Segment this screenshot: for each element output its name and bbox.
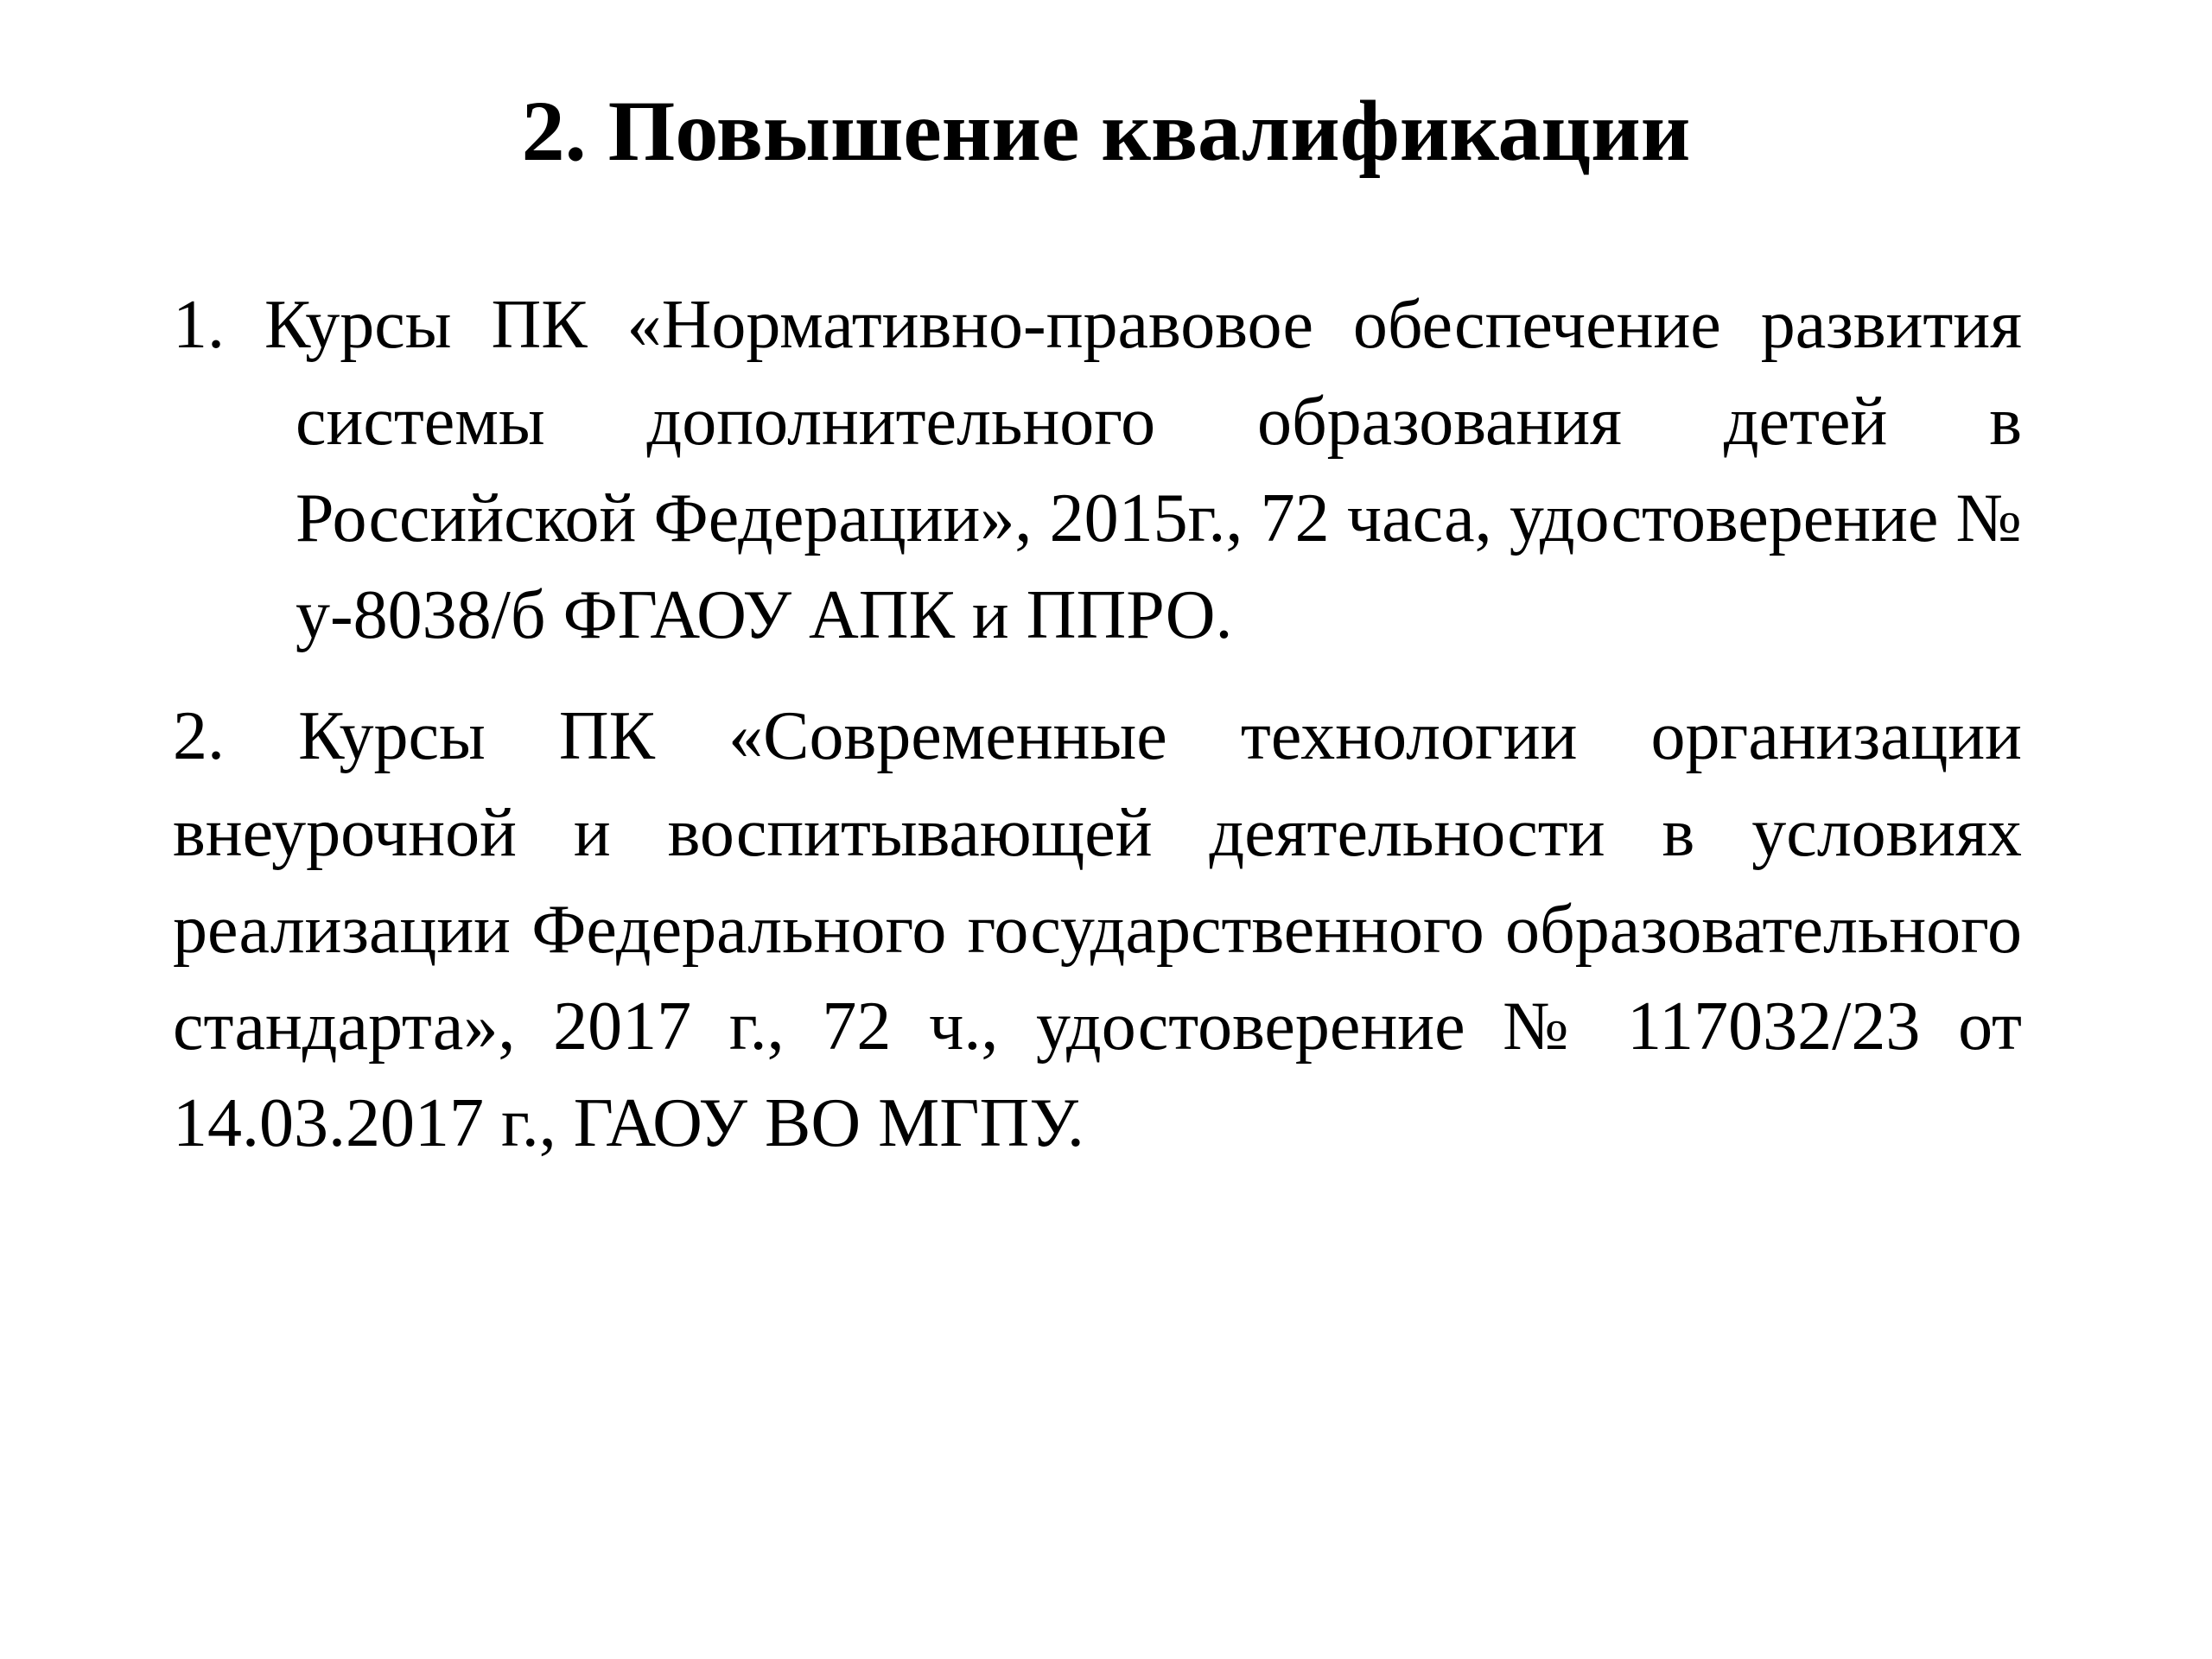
course-list [173,276,2022,1172]
slide-title: 2. Повышение квалификации [521,83,1691,179]
course-item-1: 1. Курсы ПК «Нормативно-правовое обеспечение развития системы дополнительного образования детей в Российской Федерации», 2015г., 72 часа, удостоверение № у-8038/б ФГАОУ АПК и ППРО. [173,287,2022,653]
course-item-2: 2. Курсы ПК «Современные технологии организации внеурочной и воспитывающей деятельности в условиях реализации Федерального государственного образовательного стандарта», 2017 г., 72 ч., удостоверение № 117032/23 от 14.03.2017 г., ГАОУ ВО МГПУ. [173,698,2022,1161]
